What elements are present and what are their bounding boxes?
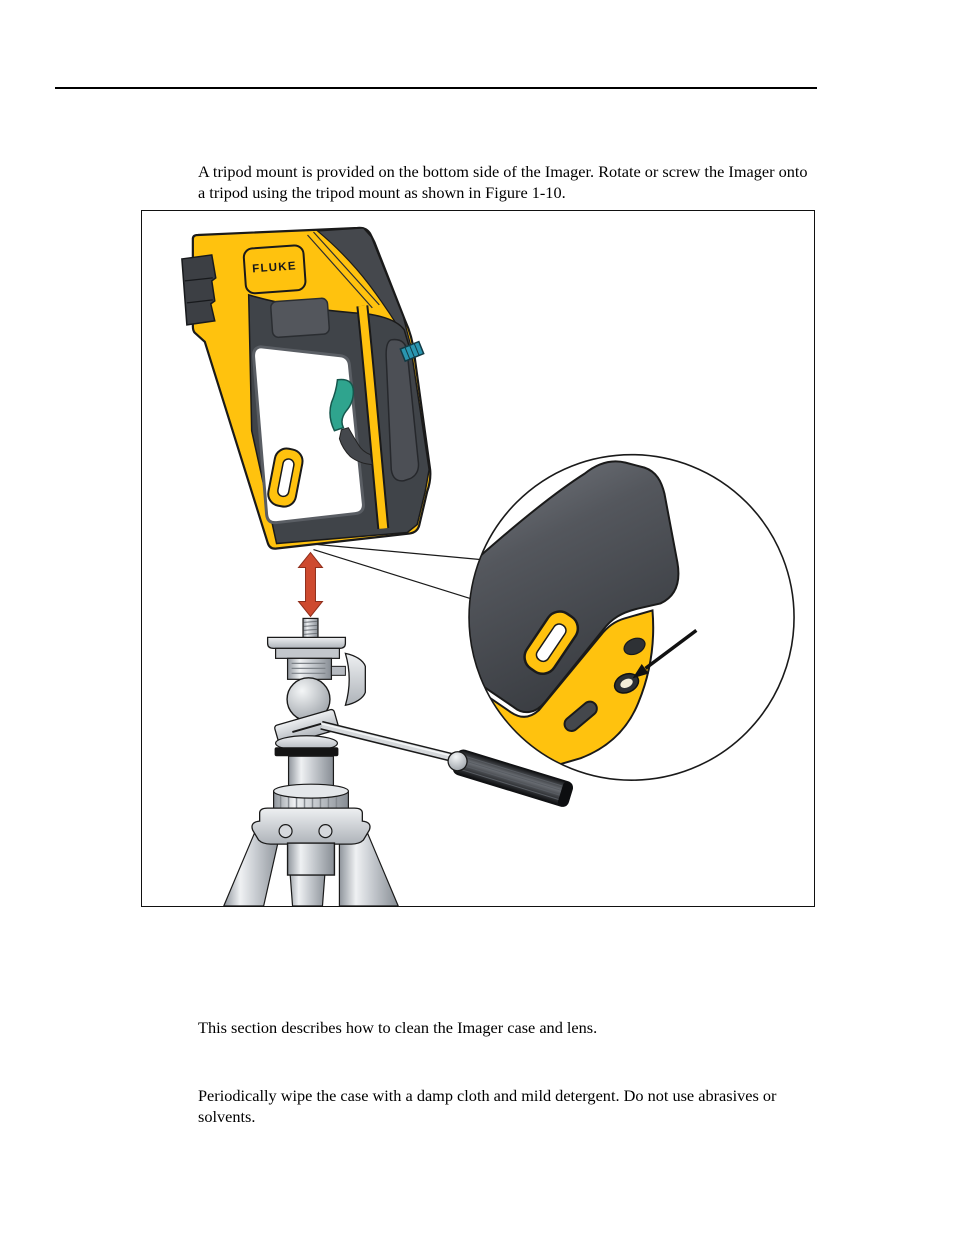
pan-handle-rod xyxy=(321,724,463,760)
imager-illustration xyxy=(182,228,430,549)
paragraph-tripod-mount: A tripod mount is provided on the bottom side of the Imager. Rotate or screw the Imager onto a tripod using the tripod mount as shown in Figure 1-10. xyxy=(198,162,808,203)
quick-release-plate xyxy=(268,637,346,648)
screen-back xyxy=(270,298,329,338)
tripod-mount-screw xyxy=(303,618,318,638)
paragraph-cleaning-intro: This section describes how to clean the Imager case and lens. xyxy=(198,1018,598,1038)
lower-column-block xyxy=(288,843,335,875)
fluke-logo-label: FLUKE xyxy=(251,260,298,276)
leg-bracket xyxy=(252,808,370,844)
head-base-ring xyxy=(275,747,339,756)
callout-lines xyxy=(313,545,480,599)
figure-1-10 xyxy=(141,210,815,907)
lens-block xyxy=(182,255,216,325)
fluke-logo xyxy=(243,245,306,294)
tilt-knob xyxy=(331,653,365,705)
head-clamp xyxy=(288,658,332,679)
magnifier-circle xyxy=(391,400,794,790)
header-rule xyxy=(55,87,817,89)
paragraph-cleaning-case: Periodically wipe the case with a damp cloth and mild detergent. Do not use abrasives or solvents. xyxy=(198,1086,777,1127)
column-collar xyxy=(274,784,349,810)
up-down-arrow-icon xyxy=(299,553,323,617)
figure-illustration xyxy=(142,211,814,906)
